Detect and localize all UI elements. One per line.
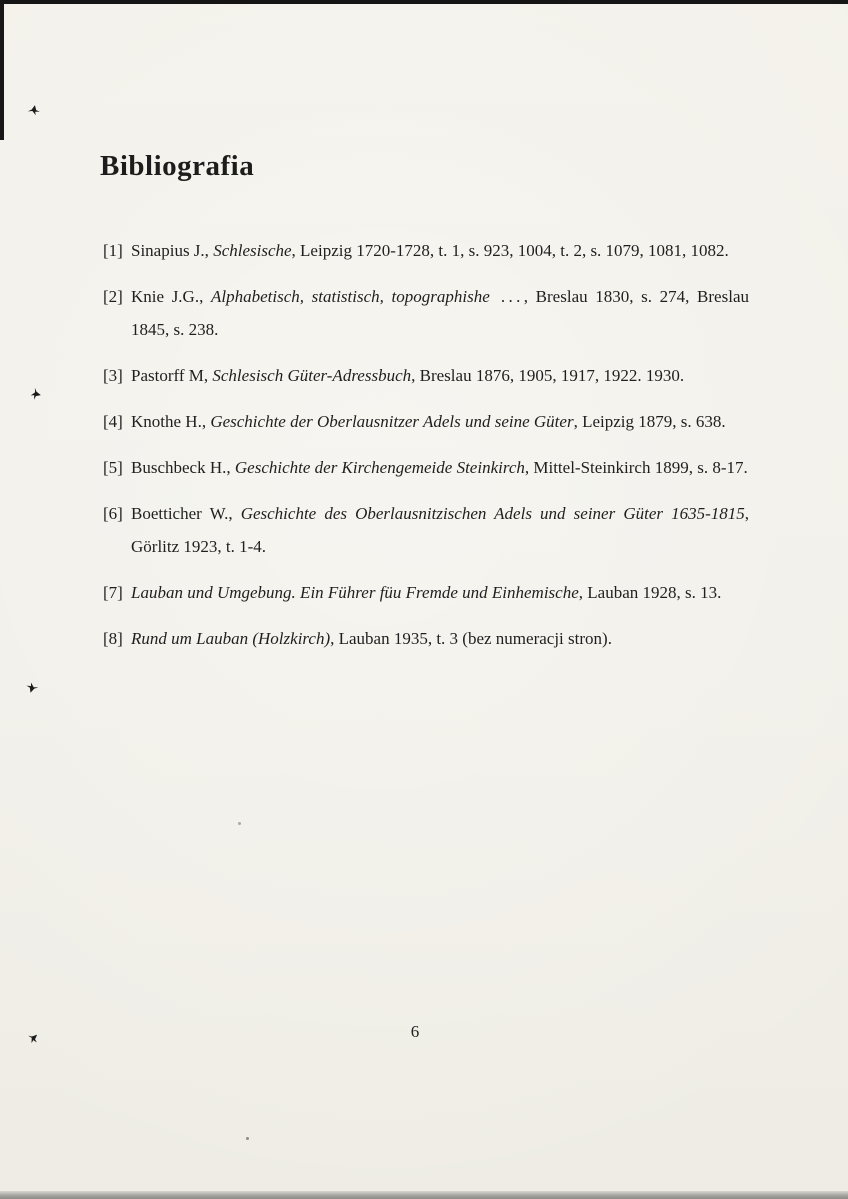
reference-authors: Pastorff M, [131, 366, 213, 385]
bibliography-list [103, 234, 749, 668]
reference-details: , Lauban 1935, t. 3 (bez numeracji stron). [330, 629, 612, 648]
reference-label: [5] [103, 458, 123, 477]
reference-item [103, 359, 749, 392]
reference-text [131, 280, 749, 346]
reference-item [103, 497, 749, 563]
reference-item [103, 576, 749, 609]
reference-item [103, 622, 749, 655]
reference-item [103, 234, 749, 267]
reference-details: , Görlitz 1923, t. 1-4. [131, 504, 749, 556]
reference-authors: Knie J.G., [131, 287, 211, 306]
page-heading: Bibliografia [100, 150, 255, 182]
ink-speck [30, 387, 42, 401]
reference-title-italic: Schlesisch Güter-Adressbuch [212, 366, 412, 385]
reference-text [131, 359, 749, 392]
reference-title-italic: Alphabetisch, statistisch, topographishe [210, 287, 490, 306]
reference-details: , Leipzig 1879, s. 638. [573, 412, 726, 431]
reference-title-italic: Schlesische [213, 241, 292, 260]
dust-dot [238, 822, 241, 825]
reference-title-italic: Geschichte des Oberlausnitzischen Adels und seiner Güter 1635-1815 [240, 504, 745, 523]
reference-label: [1] [103, 241, 123, 260]
reference-details: , Leipzig 1720-1728, t. 1, s. 923, 1004, t. 2, s. 1079, 1081, 1082. [291, 241, 729, 260]
reference-text [131, 405, 749, 438]
scan-edge-top [0, 0, 848, 4]
scan-edge-left [0, 0, 4, 140]
reference-item [103, 451, 749, 484]
reference-label: [2] [103, 287, 123, 306]
reference-label: [4] [103, 412, 123, 431]
reference-text [131, 451, 749, 484]
reference-details: , Mittel-Steinkirch 1899, s. 8-17. [524, 458, 748, 477]
reference-authors: Boetticher W., [131, 504, 241, 523]
reference-title-italic: Rund um Lauban (Holzkirch) [131, 629, 331, 648]
reference-text [131, 497, 749, 563]
reference-details: , Lauban 1928, s. 13. [578, 583, 722, 602]
ink-speck [25, 682, 39, 695]
reference-details: . . . , Breslau 1830, s. 274, Breslau 1845, s. 238. [131, 287, 749, 339]
scan-edge-bottom [0, 1191, 848, 1199]
reference-item [103, 280, 749, 346]
reference-label: [8] [103, 629, 123, 648]
reference-title-italic: Geschichte der Kirchengemeide Steinkirch [234, 458, 525, 477]
reference-authors: Sinapius J., [131, 241, 214, 260]
reference-title-italic: Lauban und Umgebung. Ein Führer füu Fremde und Einhemische [131, 583, 579, 602]
reference-label: [3] [103, 366, 123, 385]
reference-text [131, 576, 749, 609]
reference-text [131, 622, 749, 655]
dust-dot [246, 1137, 249, 1140]
reference-details: , Breslau 1876, 1905, 1917, 1922. 1930. [411, 366, 685, 385]
reference-authors: Knothe H., [131, 412, 211, 431]
reference-item [103, 405, 749, 438]
reference-authors: Buschbeck H., [131, 458, 235, 477]
reference-label: [7] [103, 583, 123, 602]
reference-title-italic: Geschichte der Oberlausnitzer Adels und seine Güter [210, 412, 574, 431]
reference-text [131, 234, 749, 267]
reference-label: [6] [103, 504, 123, 523]
ink-speck [27, 104, 40, 116]
page-number: 6 [410, 1022, 420, 1041]
